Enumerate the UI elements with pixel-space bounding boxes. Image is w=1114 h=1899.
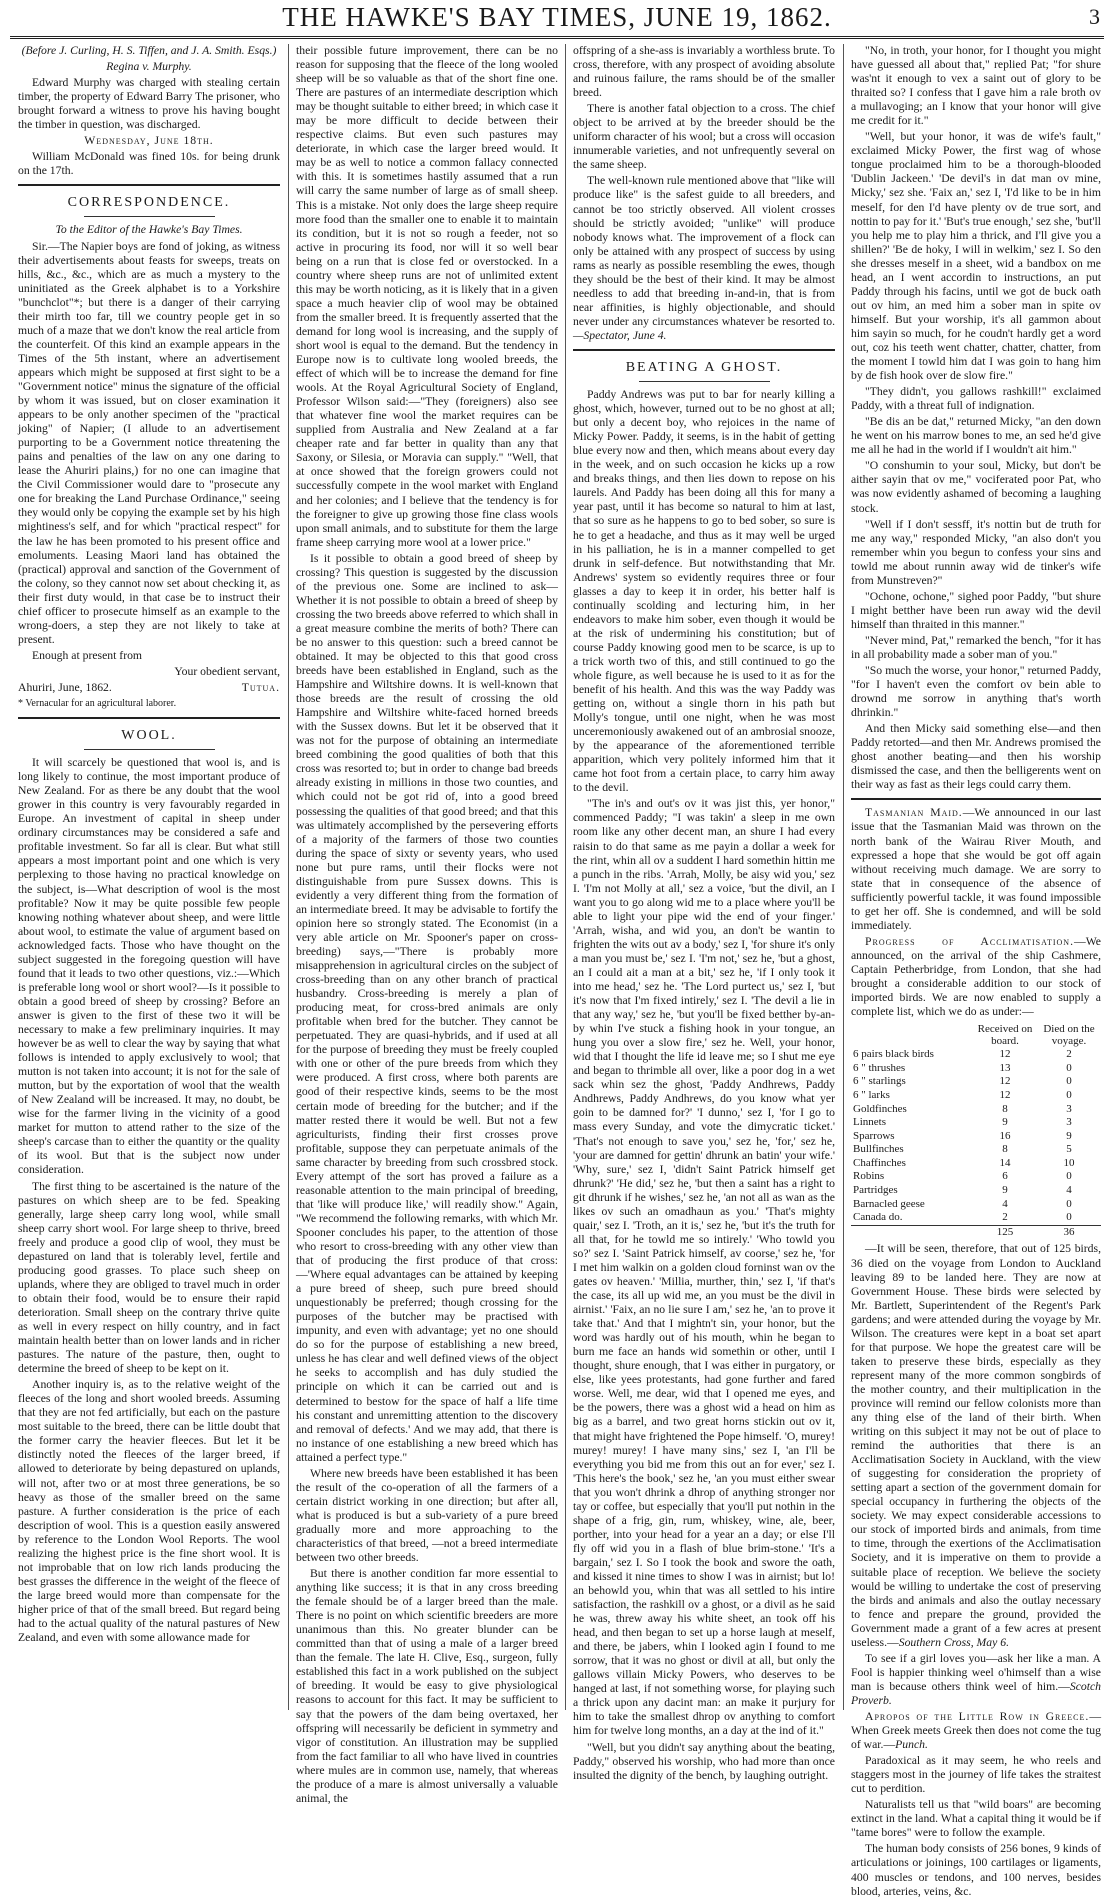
letter-signature: Tutua. — [241, 680, 280, 694]
died-cell: 0 — [1066, 1197, 1072, 1210]
article-paragraph: "Well, but your honor, it was de wife's fault," exclaimed Micky Power, the first wag of whose tongue proclaimed him to be a thorough-blooded 'Dublin Jackeen.' 'De devil's in dat man ov mine, Micky,' sez she. 'Faix an,' sez I, 'I'd like to be in him meself, for den I'd have plenty ov de true sort, and nottin to pay for it.' 'But's true enough,' sez she, 'but'll you help me to play him a thrick, and I'll give you a shillen?' 'Be de hoky, I will in welkim,' sez I. So den she dresses meself in a sheet, wid a bandbox on me head, an I went accordin to instructions, an put Paddy through his facins, until we got de buck oath out ov him, an med him a sober man in spite ov himself. But your worship, it's all gammon about him sayin so much, for he coudn't hardly get a word out, coz his teeth went chatter, chatter, chatter, from the moment I towld him dat I was goin to hang him by de fish hook over de slow fire." — [851, 130, 1101, 383]
article-paragraph: Is it possible to obtain a good breed of sheep by crossing? This question is suggested by the discussion of the previous one. Some are inclined to ask—Whether it is not possible to obtain a breed of sheep by crossing the two breeds above referred to which shall in a great measure combine the merits of both? There can be no answer to this question: such a breed cannot be obtained. It may be objected to this that good cross breeds have been established in England, such as the Hampshire and Wiltshire downs. It is well-known that those breeds are the result of crossing the old Hampshire and Wiltshire white-faced horned breeds with the Sussex downs. But let it be observed that it was not for the purpose of obtaining an intermediate breed combining the good qualities of both that this cross was resorted to; but in order to change bad breeds already existing in millions in those two counties, and which could not be got rid of, into a good breed possessing the qualities of that good breed; and that this was ultimately accomplished by the persevering efforts of a majority of the farmers of those two counties during the space of sixty or seventy years, who used none but pure rams, until their flocks were not distinguishable from pure Sussex downs. This is evidently a very different thing from the formation of an intermediate breed. It may be advisable to fortify the opinion here so strongly stated. The Economist (in a very able article on Mr. Spooner's paper on cross-breeding) says,—"There is probably more misapprehension in agricultural circles on the subject of cross-breeding than on any other branch of practical husbandry. Cross-breeding is merely a plan of producing meat, for cross-bred animals are only profitable when bred for the butcher. They cannot be perpetuated. They are quasi-hybrids, and if used at all for the purpose of breeding they must be freely coupled with one or other of the pure breeds from which they were produced. A first cross, where both parents are good of their respective kinds, seems to be the most certain mode of breeding for the butcher; and if the matter rested there it would be well. But not a few agriculturists, finding their first crosses prove profitable, suppose they can perpetuate animals of the same character by breeding from such crossbred stock. Every attempt of the sort has proved a failure as a reasonable attention to the main principal of breeding, that 'like will produce like,' will readily show." Again, "We recommend the following remarks, with which Mr. Spooner concludes his paper, to the attention of those who resort to cross-breeding with any other view than that of producing the first produce of that cross:—'Where equal advantages can be attained by keeping a pure breed of sheep, such pure breed should unquestionably be preferred; though crossing for the purposes of the butcher may be practised with impunity, and even with advantage; yet no one should do so for the purpose of establishing a new breed, unless he has clear and well defined views of the object he seeks to accomplish and has duly studied the principle on which it can be carried out and is determined to bestow for the space of half a life time his constant and unremitting attention to the discovery and removal of defects.' And we may add, that there is no instance of one establishing a new breed which has attained a perfect type." — [296, 551, 558, 1464]
article-paragraph: their possible future improvement, there can be no reason for supposing that the fleece of the long wooled sheep will be so valuable as that of the short fine one. There are pastures of an intermediate description which may be thought suitable to either breed; in which case it may be more difficult to decide between their respective claims. But even such pastures may deteriorate, in which case the larger breed would. It may be as well to notice a common fallacy connected with this. It is sometimes hastily assumed that a run will carry the same number of large as of small sheep. This is a mistake. Not only does the large sheep require more food than the smaller one to enable it to maintain its condition, but it is not so rough a feeder, not so active in procuring its food, nor will it so well bear being on a run that is close fed or overstocked. In a country where sheep runs are not of unlimited extent this may be worth noticing, as it is likely that in a given space a much heavier clip of wool may be obtained from the smaller breed. It is frequently asserted that the demand for long wool is increasing, and the supply of short wool is equal to the demand. But the tendency in Europe now is to cultivate long wooled breeds, the effect of which will be to increase the demand for fine wools. At the Royal Agricultural Society of England, Professor Wilson said:—"They (foreigners) also see that whatever fine wool the market requires can be supplied from Australia and New Zealand at a far cheaper rate and far better in quality than any that Saxony, or Silesia, or Moravia can supply." "Well, that at once showed that the foreign growers could not successfully compete in the wool market with England and her colonies; and I believe that the tendency is for the foreigner to give up growing those fine class wools upon small animals, and to substitute for them the large frame sheep carrying more wool at a lower price." — [296, 44, 558, 549]
article-paragraph: "Ochone, ochone," sighed poor Paddy, "but shure I might betther have been run away wid the devil himself than thraited in this manner." — [851, 589, 1101, 631]
received-cell: 13 — [999, 1061, 1011, 1074]
bird-name-cell: 6 " starlings — [853, 1075, 906, 1088]
bird-name-cell: Linnets — [853, 1116, 886, 1129]
bird-name-cell: Bullfinches — [853, 1143, 904, 1156]
article-paragraph: The well-known rule mentioned above that "like will produce like" is the safest guide to all breeders, and cannot be too strictly observed. All violent crosses should be strictly avoided; "unlike" will produce nobody knows what. The improvement of a flock can only be attained with any prospect of success by using rams as nearly as possible resembling the ewes, though they should be the best of their kind. It may be almost needless to add that breeding in-and-in, that is from near affinities, is highly objectionable, and should never under any circumstances whatever be resorted to.—Spectator, June 4. — [573, 174, 835, 342]
died-cell: 4 — [1066, 1184, 1072, 1197]
died-cell: 0 — [1066, 1088, 1072, 1101]
short-rule — [639, 381, 770, 382]
letter-closing: Enough at present from — [32, 648, 143, 662]
column-2 — [296, 44, 558, 1805]
table-row — [851, 1062, 1101, 1076]
article-paragraph: The first thing to be ascertained is the nature of the pastures on which sheep are to be fed. Speaking generally, large sheep carry long wool, while small sheep carry short wool. For large sheep to thrive, breed freely and produce a good clip of wool, they must be depastured on land that is tolerably level, fertile and producing good grasses. To place such sheep on uplands, where they are obliged to travel much in order to obtain their food, would be to ensure their rapid deterioration. Small sheep on the contrary thrive quite as well in every respect on hilly country, and in fact maintain health better than on lower lands and in richer pastures. The nature of the pasture, then, ought to determine the breed of sheep to be kept on it. — [18, 1179, 280, 1376]
short-rule — [84, 749, 215, 750]
court-date: Wednesday, June 18th. — [84, 134, 214, 148]
page-number: 3 — [1089, 4, 1100, 29]
died-cell: 0 — [1066, 1211, 1072, 1224]
footnote: * Vernacular for an agricultural laborer. — [18, 698, 177, 710]
article-paragraph: "Well if I don't sessff, it's nottin but de truth for me any way," responded Micky, "an also don't you remember whin you begun to confess your sins and towld me about runnin away wid de tinker's wife from Munstreven?" — [851, 517, 1101, 587]
article-paragraph: There is another fatal objection to a cross. The chief object to be arrived at by the breeder should be the uniform character of his wool; but a cross will occasion innumerable varieties, and not unfrequently several on the same sheep. — [573, 102, 835, 172]
table-row — [851, 1157, 1101, 1171]
section-divider — [18, 717, 280, 719]
bird-name-cell: Barnacled geese — [853, 1197, 925, 1210]
article-paragraph: It will scarcely be questioned that wool is, and is long likely to continue, the most important produce of New Zealand. For as there be any doubt that the wool grower in this country is very favourably regarded in Europe. An investment of capital in sheep under ordinary circumstances may be considered a safe and profitable investment. So far all is clear. But what still appears a most important point and one which is very perplexing to those having no practical knowledge on the subject, is—What description of wool is the most profitable? Now it may be quite possible few people knowing nothing whatever about sheep, and were little about wool, to estimate the value of argument based on acknowledged facts. Those who have thought on the subject suggested in the foregoing question will have found that it leads to two other questions, viz.:—Which is preferable long wool or short wool?—Is it possible to obtain a good breed of sheep by crossing? Before an answer is given to the first of these two it will be necessary to make a few preliminary inquiries. It may however be as well to clear the way by saying that what follows is intended to apply exclusively to wool; that mutton is not taken into account; it is not for the sale of mutton, but by the exportation of wool that the wealth of New Zealand will be increased. It may, no doubt, be wise for the farmer living in the vicinity of a good market for mutton to attend rather to the size of the sheep's carcase than to either the quantity or the quality of its wool. But that is the subject now under consideration. — [18, 756, 280, 1177]
table-row — [851, 1170, 1101, 1184]
table-row — [851, 1211, 1101, 1225]
died-cell: 9 — [1066, 1129, 1072, 1142]
bird-name-cell: 6 " larks — [853, 1088, 890, 1101]
table-row — [851, 1048, 1101, 1062]
birds-table — [851, 1022, 1101, 1239]
table-row — [851, 1089, 1101, 1103]
received-cell: 14 — [999, 1156, 1011, 1169]
table-row — [851, 1184, 1101, 1198]
case-report: Edward Murphy was charged with stealing certain timber, the property of Edward Barry The prisoner, who brought forward a witness to prove his having bought the timber in question, was discharged. — [18, 76, 280, 132]
column-rule — [288, 44, 289, 1710]
article-paragraph: Where new breeds have been established it has been the result of the co-operation of all the farmers of a certain district working in one direction; but after all, what is produced is but a sub-variety of a pure breed gradually more and more approaching to the characteristics of that breed, —not a breed intermediate between two other breeds. — [296, 1466, 558, 1565]
article-source: —Spectator, June 4. — [573, 328, 667, 342]
masthead-rule — [10, 36, 1104, 39]
article-paragraph: "Never mind, Pat," remarked the bench, "for it has in all probability made a sober man of you." — [851, 633, 1101, 661]
article-paragraph: "Be dis an be dat," returned Micky, "an den down he went on his marrow bones to me, an sed he'd give me all he had in the world if I wouldn't ait him." — [851, 415, 1101, 457]
received-cell: 4 — [1002, 1197, 1008, 1210]
article-paragraph: "O conshumin to your soul, Micky, but don't be aither sayin that ov me," vociferated poor Pat, who was now evidently ashamed of becoming a laughing stock. — [851, 459, 1101, 515]
news-item: To see if a girl loves you—ask her like a man. A Fool is happier thinking weel o'himself than a wise man is because others think weel of him.—Scotch Proverb. — [851, 1651, 1101, 1707]
died-cell: 5 — [1066, 1143, 1072, 1156]
column-1 — [18, 44, 280, 1712]
bird-name-cell: Sparrows — [853, 1129, 895, 1142]
article-paragraph: But there is another condition far more essential to anything like success; it is that in any cross breeding the female should be of a larger breed than the male. There is no point on which scientific breeders are more unanimous than this. No greater blunder can be committed than that of using a male of a larger breed than the female. The late H. Clive, Esq., surgeon, fully established this fact in a work published on the subject of breeding. It would be easy to give physiological reasons to account for this fact. It may be sufficient to say that the powers of the dam being overtaxed, her offspring will necessarily be deficient in symmetry and vigor of constitution. An illustration may be supplied from the fact familiar to all who have lived in countries where mules are in common use, namely, that whereas the produce of a mare is almost universally a valuable animal, the — [296, 1567, 558, 1805]
article-paragraph: "No, in troth, your honor, for I thought you might have guessed all about that," replied Pat; "for shure was'nt it enough to vex a saint out of glory to be thraited so? I confess that I gave him a rale broth ov a mullavoging; an I know that your honor will give me credit for it." — [851, 44, 1101, 128]
received-cell: 16 — [999, 1129, 1011, 1142]
newspaper-title: THE HAWKE'S BAY TIMES, JUNE 19, 1862. — [282, 2, 832, 32]
bird-name-cell: Canada do. — [853, 1211, 903, 1224]
case-report: William McDonald was fined 10s. for being drunk on the 17th. — [18, 150, 280, 178]
news-item: —It will be seen, therefore, that out of 125 birds, 36 died on the voyage from London to Auckland leaving 89 to be landed here. They are now at Government House. These birds were selected by Mr. Bartlett, Superintendent of the Regent's Park gardens; and were attended during the voyage by Mr. Wilson. The creatures were kept in a boat set apart for that purpose. We hope the greatest care will be taken to preserve these birds, especially as they represent many of the more common songbirds of the mother country, and their multiplication in the province will remind our fellow colonists more than any thing else of the land of their birth. When writing on this subject it may not be out of place to remind the authorities that there is an Acclimatisation Society in Auckland, with the view of suggesting for consideration the propriety of setting apart a section of the government domain for special occupancy in furthering the objects of the society. We may expect considerable accessions to our stock of imported birds and animals, from time to time, through the exertions of the Acclimatisation Society, and it is imperative on them to provide a suitable place of reception. We believe the society would be willing to undertake the cost of preserving the birds and animals and also the outlay necessary to fence and prepare the ground, provided the Government made a grant of a few acres at present useless.—Southern Cross, May 6. — [851, 1242, 1101, 1649]
article-paragraph: And then Micky said something else—and then Paddy retorted—and then Mr. Andrews promised the ghost another beating—and then his worship dismissed the case, and then the belligerents went on their way as fast as their legs could carry them. — [851, 722, 1101, 792]
news-item: Progress of Acclimatisation.—We announced, on the arrival of the ship Cashmere, Captain Petherbridge, from London, that she had brought a considerable addition to our stock of imported birds. We are now enabled to supply a complete list, which we do as under:— — [851, 934, 1101, 1019]
section-divider — [573, 349, 835, 351]
article-paragraph: Paddy Andrews was put to bar for nearly killing a ghost, which, however, turned out to be no ghost at all; but only a decent boy, who rejoices in the name of Micky Power. Paddy, it seems, is in the habit of getting blue every now and then, which means about every day in the week, and on such occasion he kicks up a row and breaks things, and then lies down to repose on his laurels. And Paddy has been doing all this for many a year past, until it has become so natural to him at last, that so sure as he happens to go to bed sober, so sure is he to get a headache, and thus as it may well be urged in his palliation, he is in a manner compelled to get drunk in self-defence. But notwithstanding that Mr. Andrews' system so evidently requires three or four glasses a day to keep it in order, his better half is continually scolding and lecturing him, in her endeavors to make him sober, even though it would be at the risk of undermining his constitution; but of course Paddy knowing good men to be scarce, is up to a trick worth two of this, and still continued to go the whole figure, as well because he is used to it as for the benefit of his health. And this was the way Paddy was getting on, without a single thorn in his path but Molly's tongue, until one night, when he was most unceremoniously awakened out of an ambrosial snooze, by the appearance of the aforementioned terrible apparition, which very politely informed him that it came hot foot from a certain place, to carry him away to the devil. — [573, 388, 835, 795]
correspondence-heading: CORRESPONDENCE. — [67, 195, 231, 211]
table-row — [851, 1103, 1101, 1117]
article-paragraph: "The in's and out's ov it was jist this, yer honor," commenced Paddy; "I was takin' a sleep in me own room like any other decent man, an shure I had every raisin to do that same as me payin a dollar a week for the rint, whin all ov a suddent I hard somethin hittin me a punch in the ribs. 'Arrah, Molly, be aisy wid you,' sez I. 'I'm not Molly at all,' sez a voice, 'but the divil, an I want you to go along wid me to a place where you'll be able to light your pipe wid the end of your finger.' 'Arrah, wisha, and wid you, an don't be wantin to frighten the wits out av a body,' sez I, 'for shure it's only a man you must be,' sez I. 'I'm not,' sez he, 'but a ghost, an I could ait a man at a bit,' sez he, 'if I only took it into me head,' sez he. 'The Lord purtect us,' sez I, 'but it's now that I'm fixed intirely,' sez I. 'The devil a lie in that any way,' sez he, 'but you'll be fixed betther by-an-by whin I've stuck a fishing hook in your tongue, an hung you over a slow fire,' sez he. Well, your honor, wid that I thought the life id leave me; so I shut me eye and began to thrimble all over, like a poor dog in a wet sack whin sez the ghost, 'Paddy Andhrews, Paddy Andhrews, Paddy Andhrews, do you know what yer goin to be damned for?' 'I dunno,' sez I, 'for I go to mass every Sunday, and vote the dimycratic ticket.' 'That's not enough to save you,' sez he, 'for,' sez he, 'your are damned for gettin' dhrunk an batin' your wife.' 'Why, sure,' sez I, 'didn't Saint Patrick himself get dhrunk?' 'He did,' sez he, 'but then a saint has a right to git dhrunk if he wishes,' sez he, 'an not all as wan as the likes ov such an omadhaun as you.' 'That's mighty quair,' sez I. 'Troth, an it is,' sez he, 'but it's the truth for all that, for he towld me so intirely.' 'Who towld you so?' sez I. 'Saint Patrick himself, av coorse,' sez he, 'for I met him walkin on a golden cloud forninst wan ov the gates ov heaven.' 'Millia, murther, thin,' sez I, 'if that's the case, its all up wid me, an you must be the divil in airnist.' 'Faix, an no lie sure I am,' sez he, 'an to prove it take that.' And that I mightn't sin, your honor, but the word was hardly out of his mouth, whin he began to burn me face an hands wid somethin or other, until I thought, shure enough, that I was either in purgatory, or else, like yees protestants, had gone further and fared worse. Well, me dear, wid that I opened me eyes, and be the powers, there was a ghost wid a head on him as big as a barrel, and two great horns stickin out ov it, that might have frightened the Pope himself. 'O, murey! murey! murey! I have many sins,' sez I, 'an I'll be everything you bid me from this out an for ever,' sez I. 'This here's the book,' sez he, 'an you must either swear that you won't dhrink a dhrop of anything stronger nor tay or coffee, but especially that you'll put nothin in the shape of a frig, gin, rum, whiskey, wine, ale, beer, porther, into your head for a year an a day; or else I'll fly off wid you in a flash of blue brim-stone.' 'It's a bargain,' sez I. So I took the book and swore the oath, and kissed it nine times to show I was in airnist; but lo! an behowld you, whin that was all settled to his intire satisfaction, the rashkill ov a ghost, or a divil as he said he was, threw away his white sheet, an took off his head, and then began to set up a horse laugh at meself, and there, be jabers, whin I looked agin I found to me sorrow, that it was no ghost or divil at all, but only the gallows villain Micky Powers, who deserves to be hanged at last, if not something worse, for playing such a thrick upon any dacint man: an make it purjury for him to take the smallest dhrop ov anything to comfort him for twelve long months, an a day at the ind of it." — [573, 797, 835, 1738]
died-cell: 0 — [1066, 1170, 1072, 1183]
section-divider — [851, 798, 1101, 800]
news-item: Paradoxical as it may seem, he who reels and staggers most in the journey of life takes the straitest cut to perdition. — [851, 1754, 1101, 1796]
column-rule — [565, 44, 566, 1710]
letter-address: To the Editor of the Hawke's Bay Times. — [55, 223, 243, 237]
table-row — [851, 1075, 1101, 1089]
died-cell: 2 — [1066, 1048, 1072, 1061]
bird-name-cell: 6 pairs black birds — [853, 1048, 934, 1061]
letter-body: Sir.—The Napier boys are fond of joking, as witness their advertisements about feasts for sweeps, treats on hills, &c., &c., which are as much a mystery to the uninitiated as the Greek alphabet is to a Yorkshire "bunchclot"*; but there is a danger of their carrying their mirth too far, till we country people get in so much of a maze that we don't know the real article from the counterfeit. Of this kind an example appears in the Times of the 5th instant, where an advertisement appears which might be supposed at first sight to be a "Government notice" minus the signature of the official by whom it was issued, but on closer examination it appears to be only another specimen of the "practical joking" of Napier; (I allude to an advertisement purporting to be a Government notice threatening the pains and penalties of the law on any one daring to lease the Ahuriri plains,) for no one can imagine that the Civil Commissioner would dare to "prosecute any one for breaking the Land Purchase Ordinance," seeing they would only be copying the example set by his high mightiness's self, and for which "practical respect" for the law he has been promoted to his present office and emoluments. Leasing Maori land has obtained the (practical) approval and sanction of the Government of the colony, so they cannot now set about checking it, as their first duty would, in that case be to instruct their chief officer to prosecute himself as an example to the wrong-doers, a step they are not likely to take at present. — [18, 239, 280, 646]
table-header-row — [851, 1022, 1101, 1048]
news-item: Naturalists tell us that "wild boars" are becoming extinct in the land. What a capital thing it would be if "tame bores" were to follow the example. — [851, 1798, 1101, 1840]
table-row — [851, 1116, 1101, 1130]
received-cell: 12 — [999, 1088, 1011, 1101]
column-header: Received on board. — [977, 1023, 1033, 1048]
bird-name-cell: 6 " thrushes — [853, 1061, 906, 1074]
bird-name-cell: Partridges — [853, 1184, 898, 1197]
died-cell: 0 — [1066, 1061, 1072, 1074]
news-item: The human body consists of 256 bones, 9 kinds of articulations or joinings, 100 cartilages or ligaments, 400 muscles or tendons, and 100 nerves, besides blood, arteries, veins, &c. — [851, 1842, 1101, 1898]
news-item: Tasmanian Maid.—We announced in our last issue that the Tasmanian Maid was thrown on the north bank of the Wairau River Mouth, and expressed a hope that she would be got off again without receiving much damage. We are sorry to state that in consequence of the absence of sufficiently powerful tackle, it was found impossible to get her off. She is condemned, and will be sold immediately. — [851, 806, 1101, 932]
received-cell: 6 — [1002, 1170, 1008, 1183]
article-paragraph: Another inquiry is, as to the relative weight of the fleeces of the long and short wooled breeds. Assuming that they are not fed artificially, but each on the pasture most suitable to the breed, there can be little doubt that the former carry the heavier fleeces. But let it be distinctly noted the fleeces of the larger breed, if allowed to deteriorate by being depastured on uplands, will not, after two or at most three generations, be so heavy as those of the smaller breed on the same pasture. A further consideration is the price of each description of wool. This is a question easily answered by reference to the London Wool Reports. The wool realizing the highest price is the fine short wool. It is not improbable that on low rich lands producing the best grasses the difference in the weight of the fleece of the large breed would more than compensate for the higher price of that of the small breed. But regard being had to the actual quality of the natural pastures of New Zealand, and even with some allowance made for — [18, 1378, 280, 1645]
received-cell: 9 — [1002, 1184, 1008, 1197]
wool-heading: WOOL. — [121, 728, 177, 744]
received-cell: 12 — [999, 1075, 1011, 1088]
died-cell: 10 — [1063, 1156, 1075, 1169]
section-divider — [18, 184, 280, 186]
received-cell: 8 — [1002, 1102, 1008, 1115]
column-header: Died on the voyage. — [1043, 1023, 1095, 1048]
article-paragraph: "So much the worse, your honor," returned Paddy, "for I haven't even the comfort ov bein able to drownd me sorrow in anything that's worth dhrinkin." — [851, 664, 1101, 720]
died-cell: 0 — [1066, 1075, 1072, 1088]
table-row — [851, 1130, 1101, 1144]
total-died: 36 — [1037, 1225, 1101, 1239]
case-title: Regina v. Murphy. — [106, 60, 192, 74]
article-paragraph: "Well, but you didn't say anything about the beating, Paddy," observed his worship, who had more than once insulted the dignity of the bench, by laughing outright. — [573, 1740, 835, 1782]
received-cell: 8 — [1002, 1143, 1008, 1156]
column-3 — [573, 44, 835, 1782]
bird-name-cell: Goldfinches — [853, 1102, 907, 1115]
ghost-heading: BEATING A GHOST. — [625, 359, 783, 375]
letter-place-date: Ahuriri, June, 1862. Tutua. — [18, 680, 280, 694]
bird-name-cell: Robins — [853, 1170, 885, 1183]
column-rule — [843, 44, 844, 1710]
table-total-row — [851, 1225, 1101, 1239]
news-item: Apropos of the Little Row in Greece.—When Greek meets Greek then does not come the tug of war.—Punch. — [851, 1710, 1101, 1752]
column-4 — [851, 44, 1101, 1898]
died-cell: 3 — [1066, 1102, 1072, 1115]
total-received: 125 — [973, 1225, 1037, 1239]
received-cell: 9 — [1002, 1116, 1008, 1129]
died-cell: 3 — [1066, 1116, 1072, 1129]
article-paragraph: "They didn't, you gallows rashkill!" exclaimed Paddy, with a threat full of indignation. — [851, 385, 1101, 413]
received-cell: 12 — [999, 1048, 1011, 1061]
court-heading: (Before J. Curling, H. S. Tiffen, and J. A. Smith. Esqs.) — [21, 44, 277, 57]
masthead — [10, 2, 1104, 38]
bird-name-cell: Chaffinches — [853, 1156, 906, 1169]
short-rule — [84, 216, 215, 217]
article-paragraph: offspring of a she-ass is invariably a worthless brute. To cross, therefore, with any prospect of avoiding absolute and ruinous failure, the rams should be of the smaller breed. — [573, 44, 835, 100]
received-cell: 2 — [1002, 1211, 1008, 1224]
letter-signoff: Your obedient servant, — [174, 664, 280, 678]
table-row — [851, 1143, 1101, 1157]
birds-table-body — [851, 1048, 1101, 1225]
table-row — [851, 1198, 1101, 1212]
